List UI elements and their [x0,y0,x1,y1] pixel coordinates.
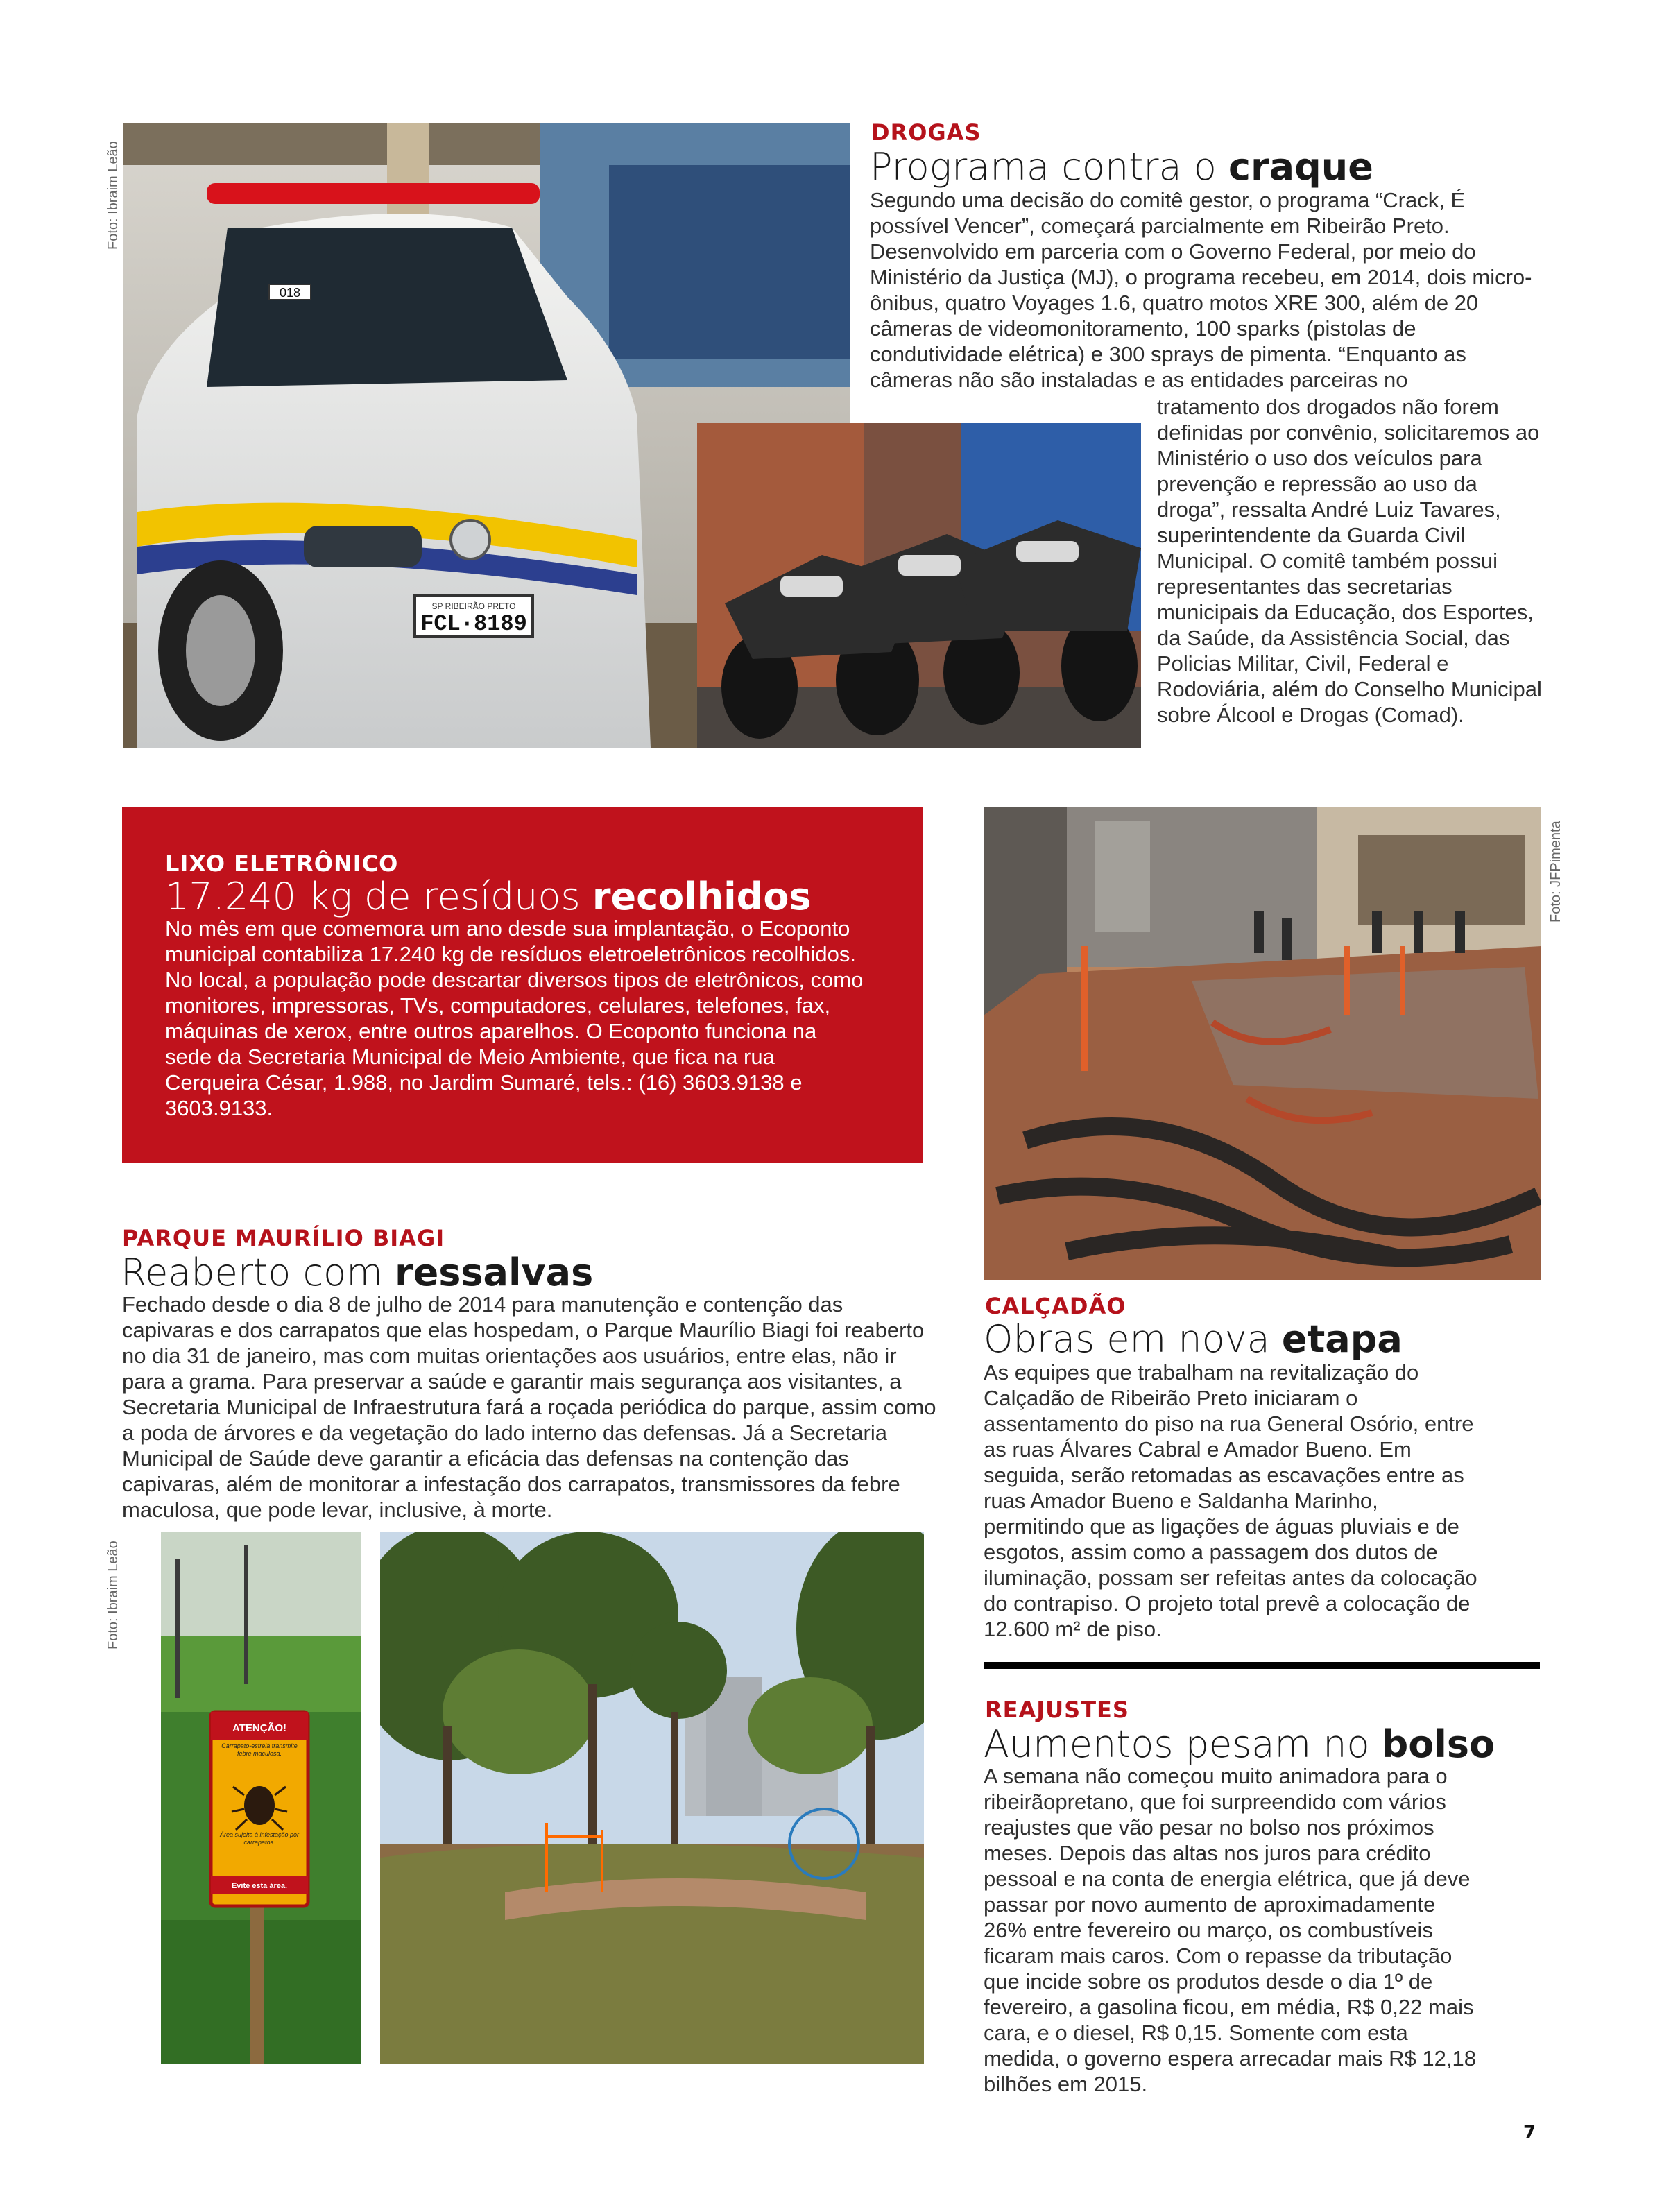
page-number: 7 [1523,2123,1536,2143]
reajustes-headline-light: Aumentos pesam no [984,1722,1382,1766]
calcadao-photo [984,807,1541,1280]
lixo-headline-bold: recolhidos [592,875,812,918]
reajustes-body: A semana não começou muito animadora para o ribeirãopretano, que foi surpreendido com vários reajustes que vão pesar no bolso nos próximos meses. Depois das altas nos juros para crédito pessoal e na conta de energia elétrica, que já deve passar por novo aumento de aproximadamente 26% entre fevereiro ou março, os combustíveis ficaram mais caros. Com o repasse da tributação que incide sobre os produtos desde o dia 1º de fevereiro, a gasolina ficou, em média, R$ 0,22 mais cara, e o diesel, R$ 0,15. Somente com esta medida, o governo espera arrecadar mais R$ 12,18 bilhões em 2015. [984,1764,1476,2096]
parque-headline-light: Reaberto com [121,1251,395,1294]
warning-sign-photo [161,1532,361,2064]
sign-text-2: Área sujeita à infestação por carrapatos. [219,1831,300,1846]
calcadao-headline-light: Obras em nova [984,1317,1282,1361]
lixo-kicker: LIXO ELETRÔNICO [165,850,399,877]
drogas-headline [870,147,1373,187]
sign-text-1: Carrapato-estrela transmite febre maculosa. [221,1742,298,1757]
calcadao-body: As equipes que trabalham na revitalização do Calçadão de Ribeirão Preto iniciaram o assentamento do piso na rua General Osório, entre as ruas Álvares Cabral e Amador Bueno. Em seguida, serão retomadas as escavações entre as ruas Amador Bueno e Saldanha Marinho, permitindo que as ligações de águas pluviais e de esgotos, assim como a passagem dos dutos de iluminação, possam ser refeitas antes da colocação do contrapiso. O projeto total prevê a colocação de 12.600 m² de piso. [984,1360,1477,1641]
car-number: 018 [279,286,301,300]
calcadao-headline [984,1319,1403,1360]
plate-number: FCL·8189 [420,611,527,637]
reajustes-headline [984,1724,1495,1765]
motorcycles-photo [697,423,1141,748]
sign-text-3: Evite esta área. [231,1882,288,1890]
lixo-headline [165,877,812,917]
reajustes-kicker: REAJUSTES [985,1697,1129,1723]
drogas-body-top: Segundo uma decisão do comitê gestor, o programa “Crack, É possível Vencer”, começará parcialmente em Ribeirão Preto. Desenvolvido em parceria com o Governo Federal, por meio do Ministério da Justiça (MJ), o programa recebeu, em 2014, dois micro-ônibus, quatro Voyages 1.6, quatro motos XRE 300, além de 20 câmeras de videomonitoramento, 100 sparks (pistolas de condutividade elétrica) e 300 sprays de pimenta. “Enquanto as câmeras não são instaladas e as entidades parceiras no [870,188,1532,392]
reajustes-headline-bold: bolso [1381,1722,1495,1766]
drogas-kicker: DROGAS [871,119,982,146]
drogas-headline-bold: craque [1228,145,1373,189]
parque-body: Fechado desde o dia 8 de julho de 2014 para manutenção e contenção das capivaras e dos carrapatos que elas hospedam, o Parque Maurílio Biagi foi reaberto no dia 31 de janeiro, mas com muitas orientações aos usuários, entre elas, não ir para a grama. Para preservar a saúde e garantir mais segurança aos visitantes, a Secretaria Municipal de Infraestrutura fará a roçada periódica do parque, assim como a poda de árvores e da vegetação do lado interno das defensas. Já a Secretaria Municipal de Saúde deve garantir a eficácia das defensas na contenção das capivaras, além de monitorar a infestação dos carrapatos, transmissores da febre maculosa, que pode levar, inclusive, à morte. [122,1292,936,1522]
parque-headline-bold: ressalvas [394,1251,594,1294]
plate-top: SP RIBEIRÃO PRETO [431,601,516,611]
lixo-headline-light: 17.240 kg de resíduos [165,875,592,918]
drogas-headline-light: Programa contra o [870,145,1229,189]
drogas-body-bottom: tratamento dos drogados não forem definidas por convênio, solicitaremos ao Ministério o uso dos veículos para prevenção e repressão ao uso da droga”, ressalta André Luiz Tavares, superintendente da Guarda Civil Municipal. O comitê também possui representantes das secretarias municipais da Educação, dos Esportes, da Saúde, da Assistência Social, das Policias Militar, Civil, Federal e Rodoviária, além do Conselho Municipal sobre Álcool e Drogas (Comad). [1157,395,1542,727]
park-photo [380,1532,924,2064]
lixo-body: No mês em que comemora um ano desde sua implantação, o Ecoponto municipal contabiliza 17.240 kg de resíduos eletroeletrônicos recolhidos. No local, a população pode descartar diversos tipos de eletrônicos, como monitores, impressoras, TVs, computadores, celulares, telefones, fax, máquinas de xerox, entre outros aparelhos. O Ecoponto funciona na sede da Secretaria Municipal de Meio Ambiente, que fica na rua Cerqueira César, 1.988, no Jardim Sumaré, tels.: (16) 3603.9138 e 3603.9133. [165,916,864,1120]
calcadao-kicker: CALÇADÃO [985,1293,1126,1319]
section-divider [984,1662,1540,1669]
lixo-eletronico-box [122,807,923,1163]
sign-title: ATENÇÃO! [232,1722,287,1734]
photo-credit-drogas: Foto: Ibraim Leão [105,141,121,250]
calcadao-headline-bold: etapa [1281,1317,1403,1361]
photo-credit-parque: Foto: Ibraim Leão [105,1541,121,1649]
parque-kicker: PARQUE MAURÍLIO BIAGI [122,1225,445,1251]
parque-headline [121,1253,593,1293]
photo-credit-calcadao: Foto: JFPimenta [1548,821,1563,923]
